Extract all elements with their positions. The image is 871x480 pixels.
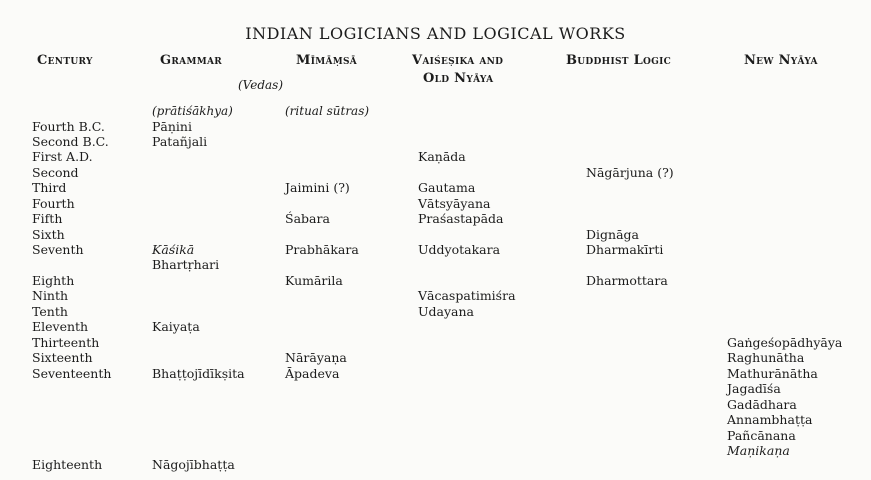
grammar-entry: Nāgojībhaṭṭa — [152, 457, 235, 472]
century-label: Fourth B.C. — [32, 119, 105, 134]
new-nyaya-entry: Annambhaṭṭa — [727, 412, 813, 427]
vaisesika-entry: Uddyotakara — [418, 242, 501, 257]
century-label: First A.D. — [32, 149, 93, 164]
century-label: Eighth — [32, 273, 75, 288]
century-label: Eleventh — [32, 319, 89, 334]
header-vaisesika: Vaiśeṣika and — [412, 53, 504, 68]
new-nyaya-entry: Maṇikaṇa — [727, 443, 790, 458]
grammar-entry: Bhartṛhari — [152, 257, 220, 272]
subheader-ritual-sutras: (ritual sūtras) — [285, 104, 370, 118]
subheader-vedas: (Vedas) — [238, 78, 284, 92]
buddhist-entry: Dharmottara — [586, 273, 668, 288]
mimamsa-entry: Prabhākara — [285, 242, 359, 257]
mimamsa-entry: Āpadeva — [285, 366, 340, 381]
page-title: INDIAN LOGICIANS AND LOGICAL WORKS — [245, 24, 626, 43]
header-new-nyaya: New Nyāya — [744, 53, 818, 68]
grammar-entry: Kāśikā — [152, 242, 195, 257]
century-label: Third — [32, 180, 67, 195]
mimamsa-entry: Śabara — [285, 211, 330, 226]
century-label: Second — [32, 165, 79, 180]
subheader-pratisakhya: (prātiśākhya) — [152, 104, 233, 118]
vaisesika-entry: Kaṇāda — [418, 149, 466, 164]
century-label: Fourth — [32, 196, 75, 211]
header-grammar: Grammar — [160, 53, 223, 68]
new-nyaya-entry: Raghunātha — [727, 350, 805, 365]
century-label: Ninth — [32, 288, 69, 303]
century-label: Eighteenth — [32, 457, 103, 472]
century-label: Second B.C. — [32, 134, 109, 149]
century-label: Sixth — [32, 227, 65, 242]
vaisesika-entry: Udayana — [418, 304, 475, 319]
century-label: Sixteenth — [32, 350, 93, 365]
header-mimamsa: Mīmāṃsā — [296, 53, 358, 68]
century-label: Fifth — [32, 211, 63, 226]
grammar-entry: Pāṇini — [152, 119, 192, 134]
century-label: Seventh — [32, 242, 84, 257]
buddhist-entry: Dharmakīrti — [586, 242, 664, 257]
header-buddhist-logic: Buddhist Logic — [566, 53, 672, 68]
new-nyaya-entry: Mathurānātha — [727, 366, 818, 381]
century-label: Thirteenth — [32, 335, 100, 350]
vaisesika-entry: Praśastapāda — [418, 211, 504, 226]
grammar-entry: Kaiyaṭa — [152, 319, 200, 334]
mimamsa-entry: Kumārila — [285, 273, 343, 288]
buddhist-entry: Dignāga — [586, 227, 639, 242]
new-nyaya-entry: Gaṅgeśopādhyāya — [727, 335, 843, 350]
header-old-nyaya: Old Nyāya — [423, 71, 494, 86]
grammar-entry: Patañjali — [152, 134, 208, 149]
century-label: Tenth — [32, 304, 68, 319]
header-century: Century — [37, 53, 93, 68]
vaisesika-entry: Vātsyāyana — [418, 196, 491, 211]
vaisesika-entry: Gautama — [418, 180, 476, 195]
new-nyaya-entry: Gadādhara — [727, 397, 797, 412]
vaisesika-entry: Vācaspatimiśra — [418, 288, 516, 303]
century-label: Seventeenth — [32, 366, 112, 381]
new-nyaya-entry: Jagadīśa — [727, 381, 781, 396]
mimamsa-entry: Jaimini (?) — [285, 180, 350, 195]
new-nyaya-entry: Pañcānana — [727, 428, 796, 443]
grammar-entry: Bhaṭṭojīdīkṣita — [152, 366, 245, 381]
mimamsa-entry: Nārāyaṇa — [285, 350, 347, 365]
buddhist-entry: Nāgārjuna (?) — [586, 165, 674, 180]
